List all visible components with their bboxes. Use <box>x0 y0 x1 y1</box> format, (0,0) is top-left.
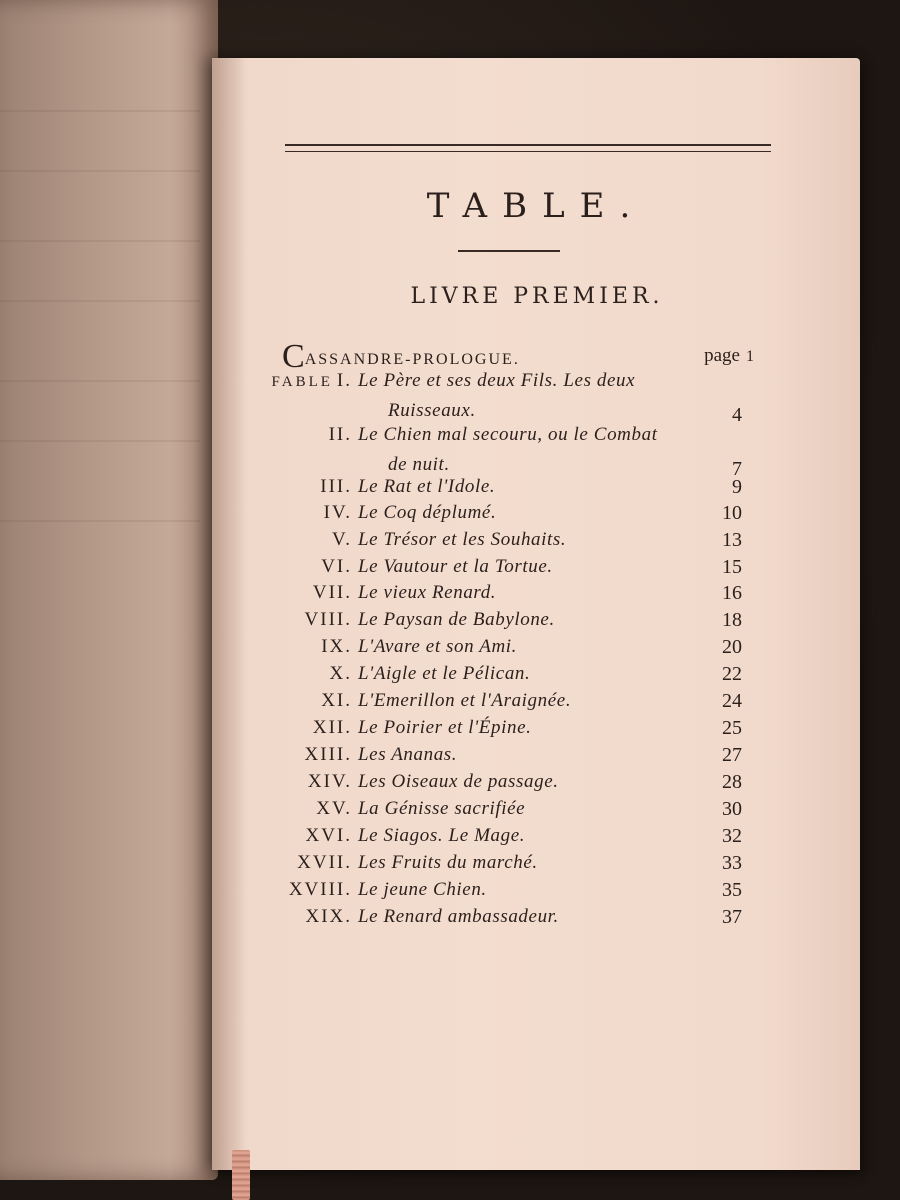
fable-title: Les Ananas. <box>358 744 458 765</box>
prologue-page-ref <box>674 345 754 367</box>
page-number: 28 <box>722 771 742 793</box>
fable-number: IX. <box>321 636 352 657</box>
fable-number: V. <box>331 529 352 550</box>
page-number: 9 <box>732 476 742 498</box>
fable-number: XVI. <box>305 825 352 846</box>
fable-title-continued: Ruisseaux. <box>388 400 476 421</box>
fable-title: Le Rat et l'Idole. <box>358 476 496 497</box>
toc-entry <box>212 717 860 743</box>
fable-title: Le Paysan de Babylone. <box>358 609 555 630</box>
toc-entry <box>212 636 860 662</box>
fable-title: La Génisse sacrifiée <box>358 798 526 819</box>
drop-cap: C <box>282 338 305 375</box>
ribbon-bookmark <box>232 1150 250 1200</box>
prologue-page-number: 1 <box>746 348 754 365</box>
header-rule <box>285 144 771 152</box>
toc-entry <box>212 529 860 555</box>
fable-title: Les Fruits du marché. <box>358 852 538 873</box>
toc-entry <box>212 852 860 878</box>
book-heading: LIVRE PREMIER. <box>410 284 664 309</box>
toc-entry <box>212 663 860 689</box>
fable-number: XIV. <box>307 771 352 792</box>
page-number: 13 <box>722 529 742 551</box>
page-number: 22 <box>722 663 742 685</box>
page-number: 4 <box>732 404 742 426</box>
fable-number: XI. <box>321 690 352 711</box>
fable-title: L'Emerillon et l'Araignée. <box>358 690 572 711</box>
fable-number: XIII. <box>304 744 352 765</box>
fable-title: Le Renard ambassadeur. <box>358 906 559 927</box>
fable-number: XV. <box>316 798 352 819</box>
page-number: 10 <box>722 502 742 524</box>
fable-title: L'Avare et son Ami. <box>358 636 518 657</box>
fable-number: XIX. <box>305 906 352 927</box>
toc-entry <box>212 771 860 797</box>
toc-entry <box>212 556 860 582</box>
fable-title: Le Père et ses deux Fils. Les deux <box>358 370 636 391</box>
page-number: 30 <box>722 798 742 820</box>
table-of-contents-page <box>212 58 860 1170</box>
facing-page <box>0 0 218 1180</box>
page-number: 25 <box>722 717 742 739</box>
page-number: 27 <box>722 744 742 766</box>
fable-number: XVII. <box>297 852 352 873</box>
fable-number: VI. <box>321 556 352 577</box>
fable-label: FABLE <box>271 374 333 390</box>
toc-entry <box>212 744 860 770</box>
page-number: 35 <box>722 879 742 901</box>
toc-entry <box>212 502 860 528</box>
fable-number: II. <box>328 424 352 445</box>
fable-number: VIII. <box>304 609 352 630</box>
fable-title: Le Coq déplumé. <box>358 502 497 523</box>
prologue-title: ASSANDRE-PROLOGUE. <box>304 351 520 368</box>
fable-number: IV. <box>323 502 352 523</box>
fable-title: Le Vautour et la Tortue. <box>358 556 553 577</box>
title-rule <box>458 250 560 252</box>
toc-entry <box>212 582 860 608</box>
fable-number: VII. <box>312 582 352 603</box>
page-number: 16 <box>722 582 742 604</box>
fable-title: L'Aigle et le Pélican. <box>358 663 531 684</box>
fable-title-continued: de nuit. <box>388 454 450 475</box>
page-number: 20 <box>722 636 742 658</box>
fable-title: Le Trésor et les Souhaits. <box>358 529 567 550</box>
fable-title: Le Siagos. Le Mage. <box>358 825 526 846</box>
toc-entry <box>212 424 860 480</box>
fable-number: XVIII. <box>288 879 352 900</box>
toc-entry <box>212 825 860 851</box>
page-number: 37 <box>722 906 742 928</box>
page-number: 32 <box>722 825 742 847</box>
fable-number: III. <box>320 476 352 497</box>
fable-title: Le jeune Chien. <box>358 879 487 900</box>
toc-entry <box>212 798 860 824</box>
toc-entry <box>212 370 860 426</box>
fable-number: FABLE I. <box>271 370 352 391</box>
page-label: page <box>704 345 740 366</box>
toc-entry <box>212 609 860 635</box>
fable-title: Le Chien mal secouru, ou le Combat <box>358 424 658 445</box>
fable-title: Le Poirier et l'Épine. <box>358 717 532 738</box>
page-number: 24 <box>722 690 742 712</box>
page-number: 15 <box>722 556 742 578</box>
toc-entry <box>212 476 860 502</box>
fable-title: Les Oiseaux de passage. <box>358 771 559 792</box>
fable-title: Le vieux Renard. <box>358 582 497 603</box>
toc-entry <box>212 879 860 905</box>
page-title: TABLE. <box>426 186 646 226</box>
fable-number: X. <box>329 663 352 684</box>
toc-entry <box>212 906 860 932</box>
page-number: 7 <box>732 458 742 480</box>
toc-entry <box>212 690 860 716</box>
page-number: 18 <box>722 609 742 631</box>
page-number: 33 <box>722 852 742 874</box>
fable-number: XII. <box>312 717 352 738</box>
